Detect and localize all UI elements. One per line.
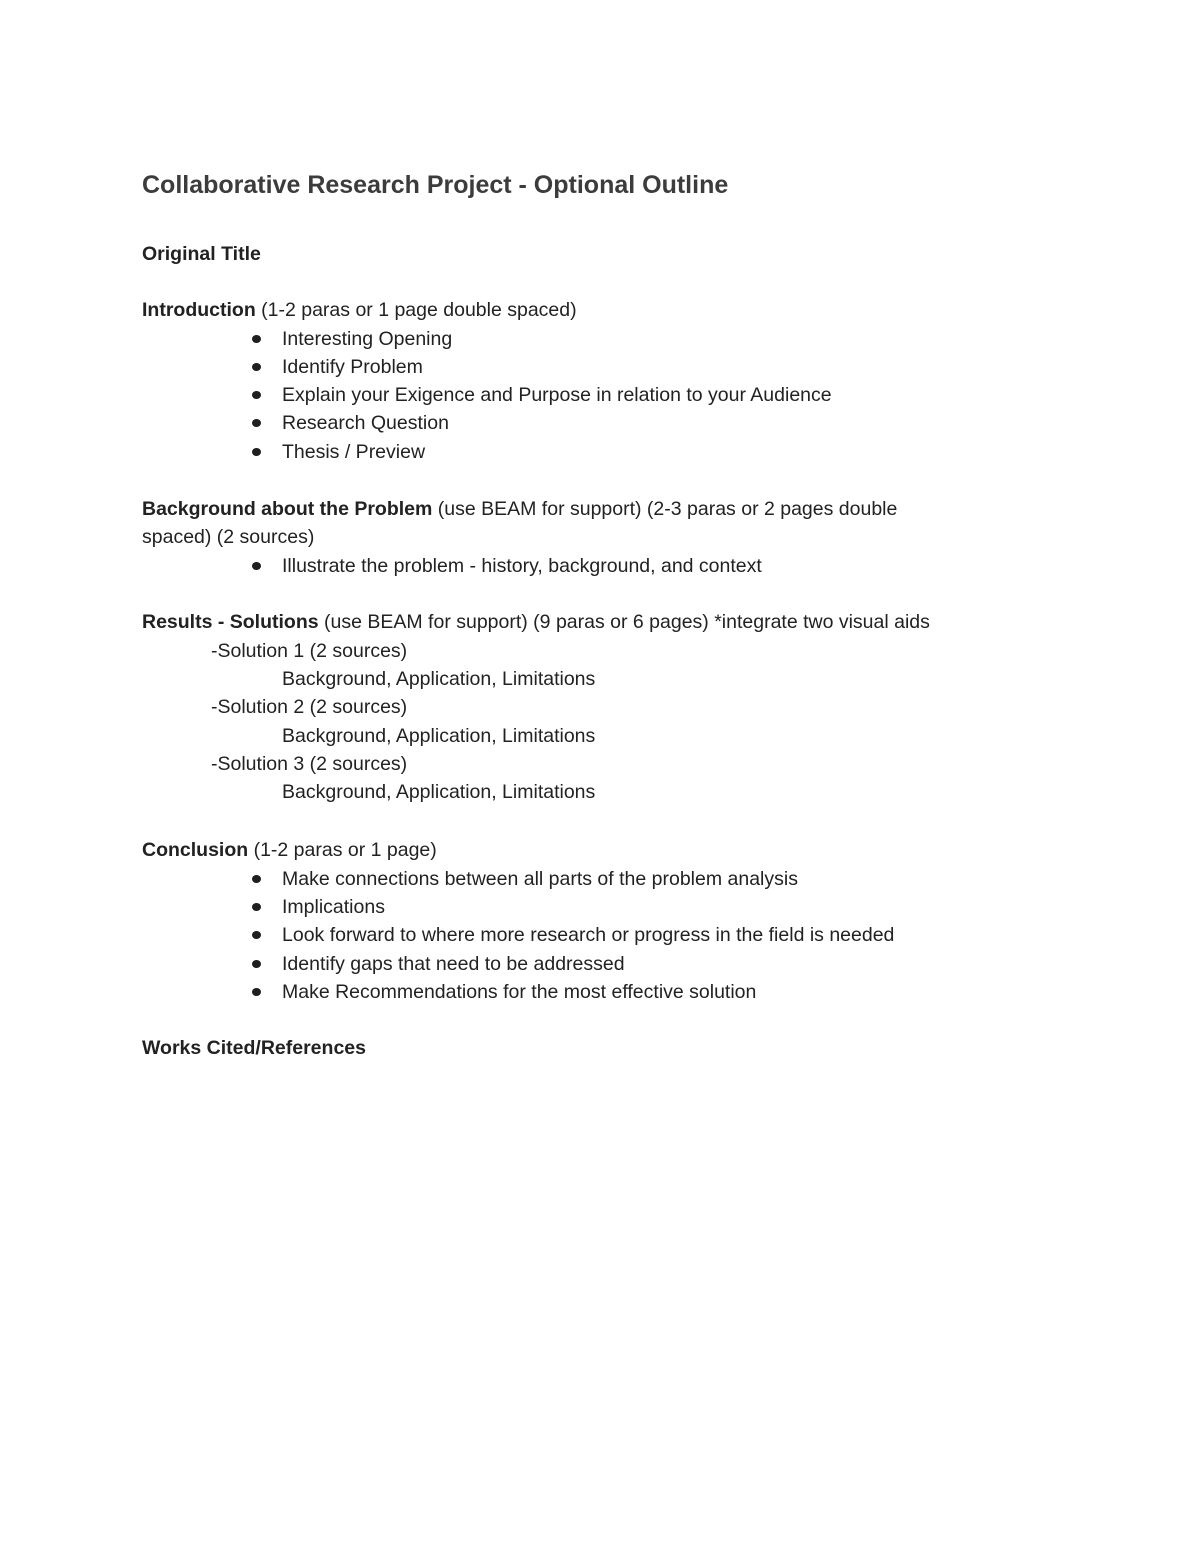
works-cited-heading bbox=[142, 1034, 366, 1062]
results-heading bbox=[142, 608, 930, 636]
bullet-icon bbox=[252, 988, 261, 996]
background-note-line2: spaced) (2 sources) bbox=[142, 526, 315, 548]
list-item-text: Make Recommendations for the most effective solution bbox=[282, 981, 757, 1003]
bullet-icon bbox=[252, 903, 261, 911]
bullet-icon bbox=[252, 448, 261, 456]
bullet-icon bbox=[252, 960, 261, 968]
bullet-icon bbox=[252, 562, 261, 570]
list-item bbox=[282, 409, 449, 437]
list-item-text: Identify Problem bbox=[282, 356, 423, 378]
introduction-heading-text: Introduction bbox=[142, 299, 256, 321]
list-item bbox=[282, 381, 832, 409]
solution-detail: Background, Application, Limitations bbox=[282, 725, 596, 747]
list-item-text: Look forward to where more research or progress in the field is needed bbox=[282, 924, 895, 946]
original-title-text: Original Title bbox=[142, 243, 261, 265]
bullet-icon bbox=[252, 391, 261, 399]
bullet-icon bbox=[252, 931, 261, 939]
bullet-icon bbox=[252, 335, 261, 343]
conclusion-heading bbox=[142, 836, 437, 864]
list-item-text: Identify gaps that need to be addressed bbox=[282, 953, 625, 975]
background-heading bbox=[142, 495, 897, 523]
results-heading-text: Results - Solutions bbox=[142, 611, 319, 633]
list-item bbox=[282, 353, 423, 381]
background-note-line1: (use BEAM for support) (2-3 paras or 2 pages double bbox=[432, 498, 898, 520]
list-item-text: Explain your Exigence and Purpose in relation to your Audience bbox=[282, 384, 832, 406]
background-heading-text: Background about the Problem bbox=[142, 498, 433, 520]
list-item bbox=[282, 325, 452, 353]
list-item bbox=[282, 950, 625, 978]
list-item-text: Interesting Opening bbox=[282, 328, 453, 350]
list-item bbox=[282, 978, 756, 1006]
results-note: (use BEAM for support) (9 paras or 6 pages) *integrate two visual aids bbox=[318, 611, 930, 633]
list-item bbox=[282, 893, 385, 921]
list-item bbox=[282, 438, 425, 466]
bullet-icon bbox=[252, 363, 261, 371]
bullet-icon bbox=[252, 419, 261, 427]
conclusion-note: (1-2 paras or 1 page) bbox=[248, 839, 437, 861]
introduction-note: (1-2 paras or 1 page double spaced) bbox=[255, 299, 577, 321]
solution-label: -Solution 2 (2 sources) bbox=[211, 696, 408, 718]
solution-detail: Background, Application, Limitations bbox=[282, 668, 596, 690]
bullet-icon bbox=[252, 875, 261, 883]
document-title: Collaborative Research Project - Optional Outline bbox=[142, 171, 729, 199]
list-item bbox=[282, 921, 894, 949]
introduction-heading bbox=[142, 296, 577, 324]
list-item-text: Thesis / Preview bbox=[282, 441, 426, 463]
list-item bbox=[282, 865, 798, 893]
original-title-heading bbox=[142, 240, 261, 268]
solution-detail: Background, Application, Limitations bbox=[282, 781, 596, 803]
solution-label: -Solution 3 (2 sources) bbox=[211, 753, 408, 775]
conclusion-heading-text: Conclusion bbox=[142, 839, 249, 861]
list-item bbox=[282, 552, 762, 580]
solution-label: -Solution 1 (2 sources) bbox=[211, 640, 408, 662]
list-item-text: Implications bbox=[282, 896, 385, 918]
list-item-text: Make connections between all parts of the problem analysis bbox=[282, 868, 798, 890]
list-item-text: Research Question bbox=[282, 412, 449, 434]
list-item-text: Illustrate the problem - history, background, and context bbox=[282, 555, 762, 577]
works-cited-text: Works Cited/References bbox=[142, 1037, 366, 1059]
